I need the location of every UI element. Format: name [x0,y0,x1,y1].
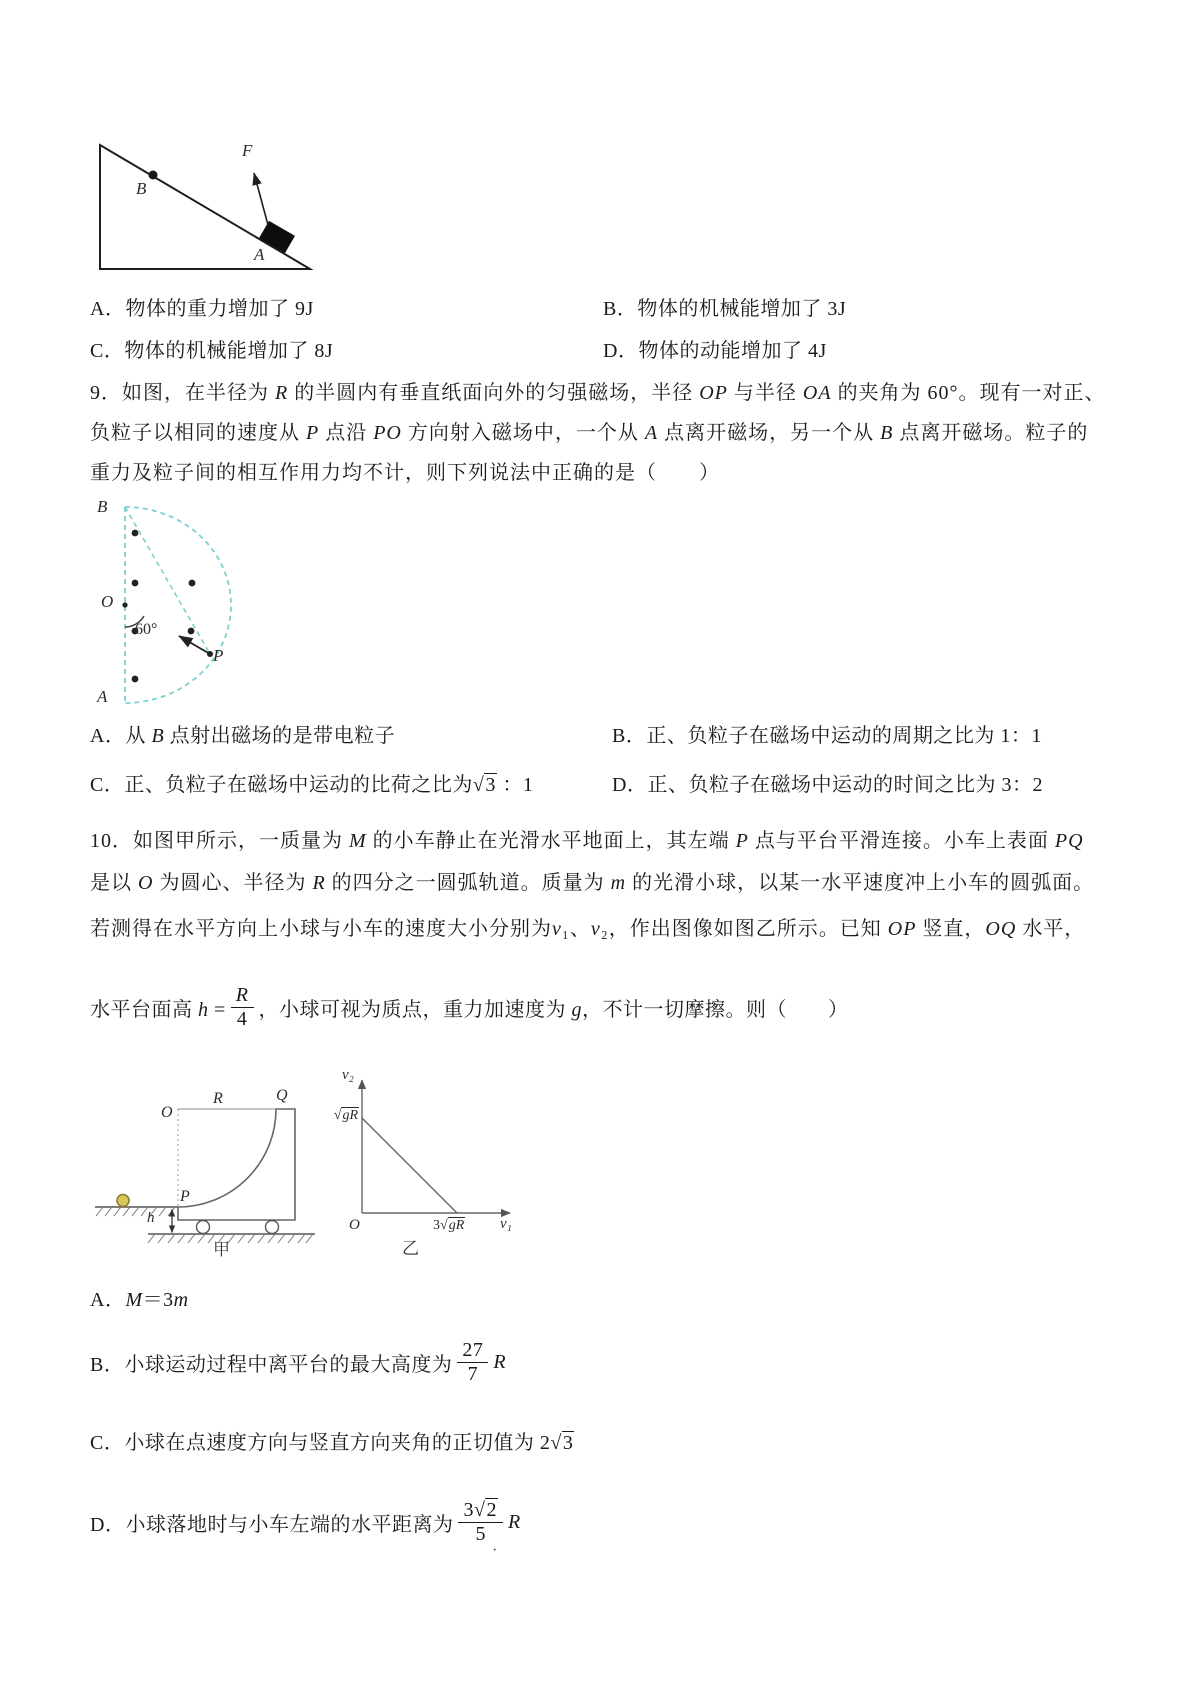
q8-option-a: A．物体的重力增加了 9J [90,298,314,320]
q9-option-c: C．正、负粒子在磁场中运动的比荷之比为√3 ：1 [90,774,534,796]
q10-option-c: C．小球在点速度方向与竖直方向夹角的正切值为 2√3 [90,1432,574,1454]
label-angle-60: 60° [135,621,158,638]
option-d-suffix: R [507,1510,521,1533]
q10-stem-line3: 若测得在水平方向上小球与小车的速度大小分别为v₁、v₂，作出图像如图乙所示。已知 OP 竖直，OQ 水平， [90,918,1086,940]
cart-svg [85,1085,330,1260]
stem4-post: ，小球可视为质点，重力加速度为 g，不计一切摩擦。则（ ） [258,998,849,1021]
fraction-27-over-7: $\frac{27}{7}$ [457,1339,488,1386]
q10-stem-line1: 10．如图甲所示，一质量为 M 的小车静止在光滑水平地面上，其左端 P 点与平台平滑连接。小车上表面 PQ [90,830,1084,852]
label-o: O [101,592,114,611]
q8-option-c: C．物体的机械能增加了 8J [90,340,334,362]
caption-yi: 乙 [402,1239,419,1258]
option-b-suffix: R [493,1350,507,1373]
option-d-text: D．小球落地时与小车左端的水平距离为 [90,1513,454,1536]
incline-figure-svg [88,126,320,276]
option-b-text: B．小球运动过程中离平台的最大高度为 [90,1353,453,1376]
label-o: O [161,1104,173,1121]
label-r: R [213,1090,223,1107]
label-b: B [97,497,108,516]
q9-option-b: B．正、负粒子在磁场中运动的周期之比为 1：1 [612,725,1042,747]
cart-body [178,1109,295,1220]
q8-option-d: D．物体的动能增加了 4J [603,340,827,362]
origin-label: O [349,1217,360,1233]
stray-mark: · [492,1542,498,1559]
q9-option-a: A．从 B 点射出磁场的是带电粒子 [90,725,396,747]
fraction-3sqrt2-over-5: $\frac{3√2}{5}$ [458,1499,502,1546]
wheel [266,1221,279,1234]
y-axis-label: v₂ [342,1067,354,1083]
x-tick-3sqrt-gr: 3√gR [433,1218,465,1233]
v1-v2-line [362,1118,457,1213]
incline-figure [88,126,320,276]
q10-stem-line2: 是以 O 为圆心、半径为 R 的四分之一圆弧轨道。质量为 m 的光滑小球，以某一水平速度冲上小车的圆弧面。 [90,872,1095,894]
semicircle-svg [85,494,307,716]
cart-figure [85,1085,330,1260]
label-a: A [254,245,265,264]
velocity-arrow-po [179,636,210,654]
incline-triangle [100,145,310,269]
semicircle-field-figure [85,494,307,716]
q9-option-d: D．正、负粒子在磁场中运动的时间之比为 3：2 [612,774,1043,796]
q10-option-a: A．M＝3m [90,1289,189,1311]
caption-jia: 甲 [213,1240,230,1259]
wheel [197,1221,210,1234]
q9-stem-line1: 9．如图，在半径为 R 的半圆内有垂直纸面向外的匀强磁场，半径 OP 与半径 OA 的夹角为 60°。现有一对正、 [90,382,1106,404]
label-b: B [136,179,147,198]
label-h: h [147,1210,155,1226]
fraction-r-over-4: $\frac{R}{4}$ [231,984,254,1031]
q10-option-b [90,1332,506,1392]
label-a: A [97,687,108,706]
point-b-dot [149,171,158,180]
q10-stem-line4 [90,978,849,1036]
label-p: P [213,646,224,665]
q9-stem-line2: 负粒子以相同的速度从 P 点沿 PO 方向射入磁场中，一个从 A 点离开磁场，另一个从 B 点离开磁场。粒子的 [90,422,1089,444]
force-f-arrow [254,173,268,225]
stem4-pre: 水平台面高 h = [90,998,226,1021]
x-axis-label: v₁ [500,1216,512,1232]
platform-hatching [96,1207,175,1216]
q8-option-b: B．物体的机械能增加了 3J [603,298,847,320]
semicircle-arc [125,507,231,703]
block [259,221,295,253]
field-dot [189,580,196,587]
field-dot [132,530,139,537]
field-dot [132,676,139,683]
y-tick-sqrt-gr: √gR [333,1108,358,1123]
point-o-dot [122,602,127,607]
field-dot [132,580,139,587]
label-q: Q [276,1087,288,1104]
q10-option-d [90,1490,521,1554]
field-dot [188,628,195,635]
ground-hatching [148,1234,313,1243]
label-p: P [180,1188,190,1205]
ball [117,1195,129,1207]
velocity-graph-figure [330,1068,530,1260]
label-f: F [242,141,253,160]
q9-stem-line3: 重力及粒子间的相互作用力均不计，则下列说法中正确的是（ ） [90,462,720,484]
